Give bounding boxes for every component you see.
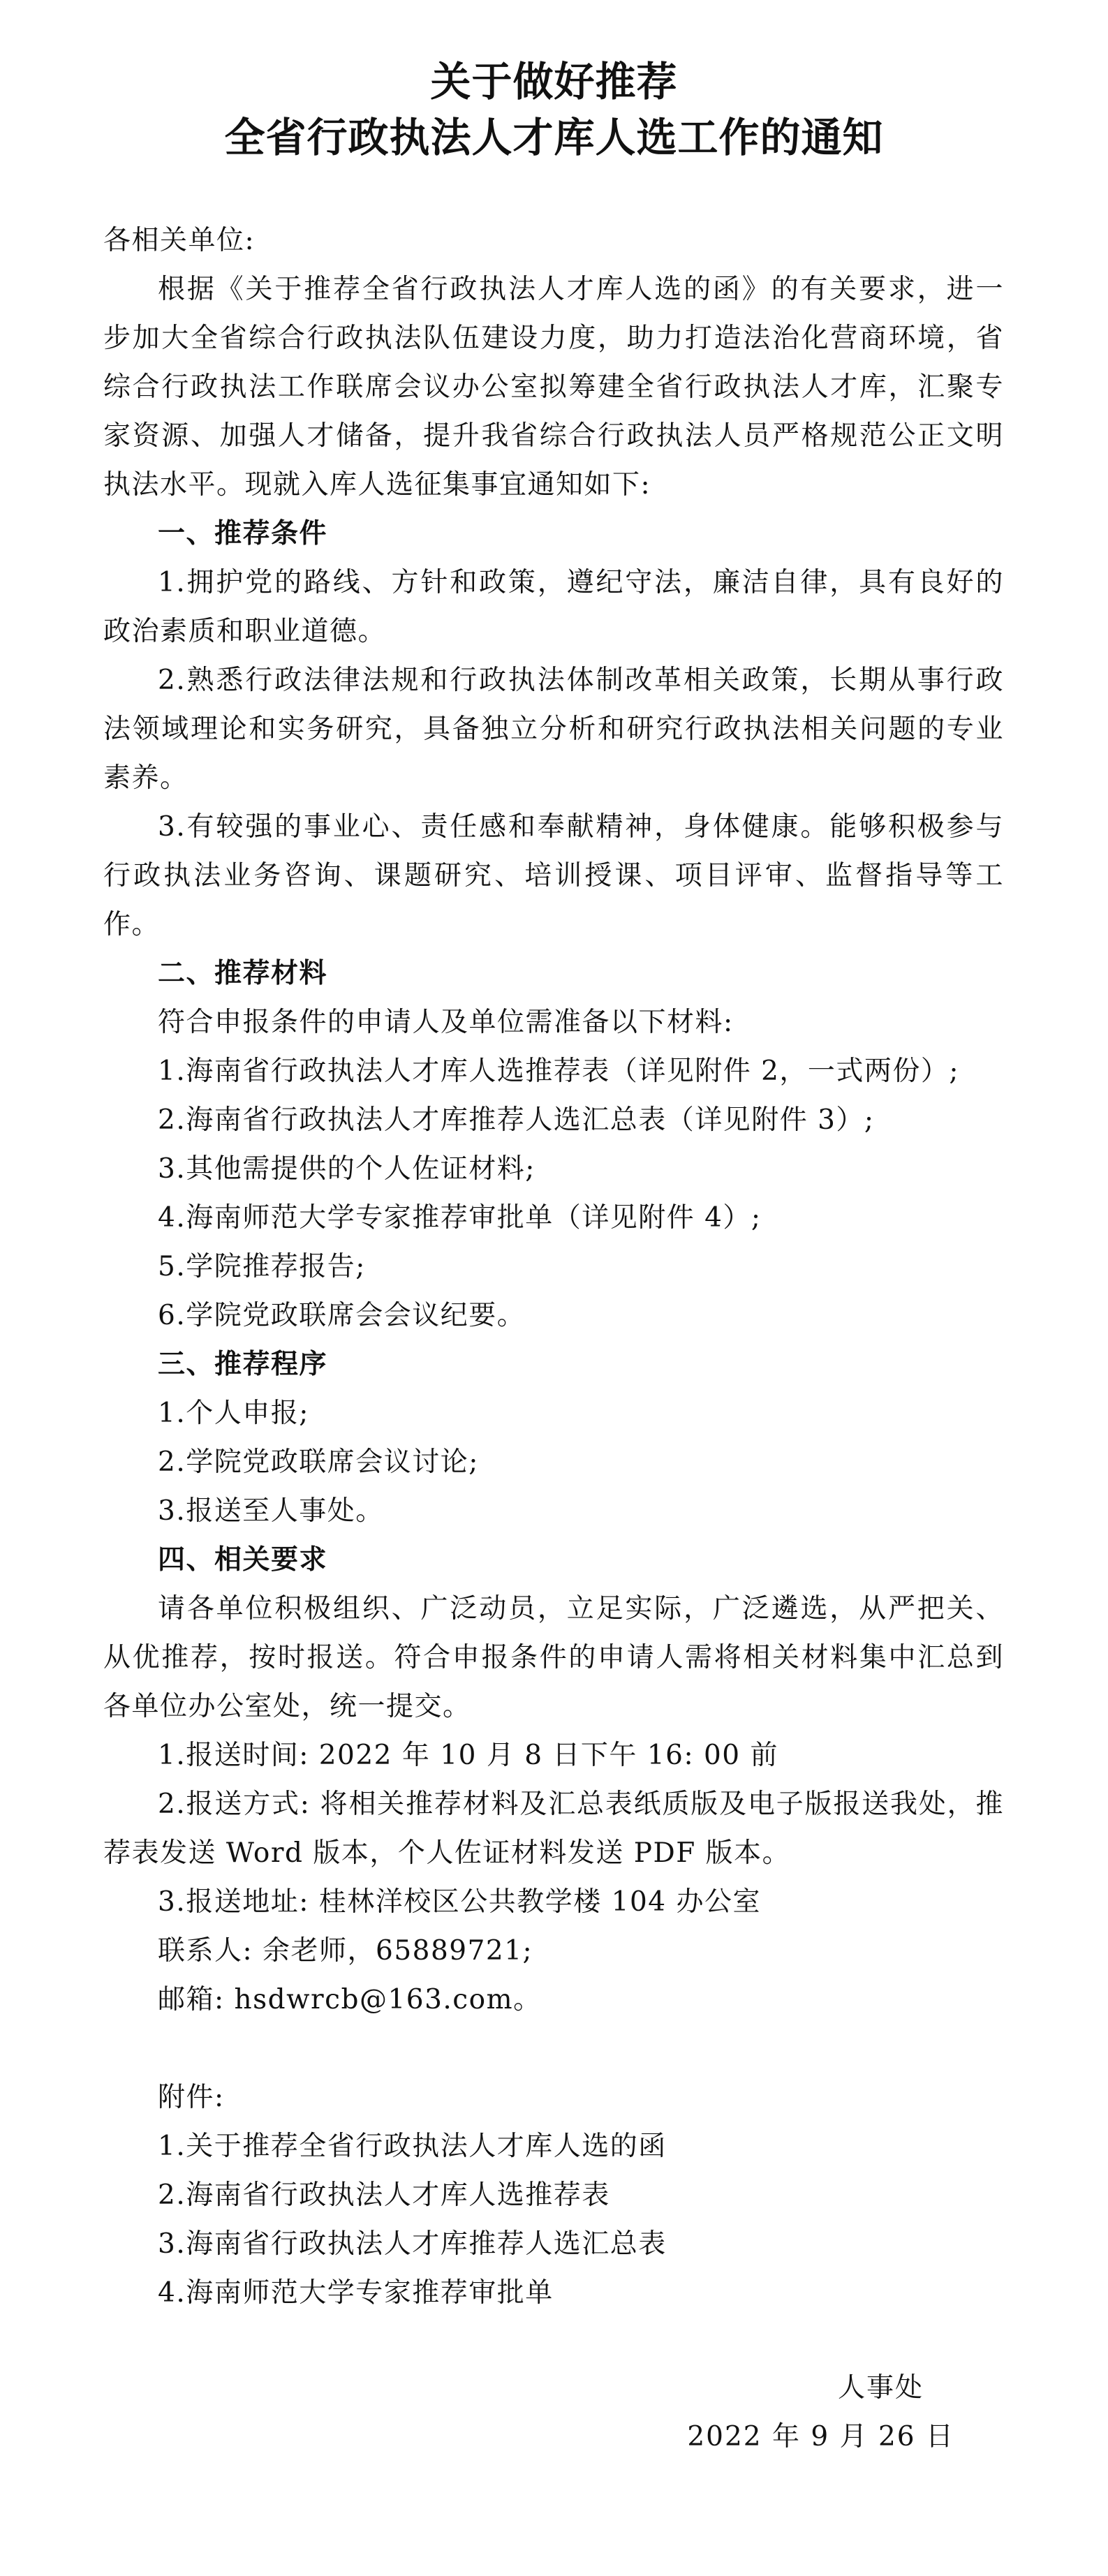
spacer	[103, 2024, 1004, 2073]
materials-lead: 符合申报条件的申请人及单位需准备以下材料:	[158, 1007, 734, 1038]
material-item: 1.海南省行政执法人才库人选推荐表（详见附件 2，一式两份）;	[158, 1056, 960, 1087]
condition-item: 1.拥护党的路线、方针和政策，遵纪守法，廉洁自律，具有良好的政治素质和职业道德。	[103, 567, 1004, 647]
procedure-item: 3.报送至人事处。	[158, 1495, 384, 1527]
requirements-lead: 请各单位积极组织、广泛动员，立足实际，广泛遴选，从严把关、从优推荐，按时报送。符合申报条件的申请人需将相关材料集中汇总到各单位办公室处，统一提交。	[103, 1593, 1004, 1722]
document-body	[103, 216, 1004, 2318]
attachment-item: 4.海南师范大学专家推荐审批单	[158, 2277, 554, 2309]
requirement-item: 2.报送方式: 将相关推荐材料及汇总表纸质版及电子版报送我处，推荐表发送 Word 版本，个人佐证材料发送 PDF 版本。	[103, 1789, 1004, 1869]
section-heading-conditions: 一、推荐条件	[158, 518, 328, 549]
section-heading-materials: 二、推荐材料	[158, 958, 328, 989]
salutation: 各相关单位:	[103, 225, 256, 256]
requirement-item: 3.报送地址: 桂林洋校区公共教学楼 104 办公室	[158, 1886, 761, 1918]
signature-date: 2022 年 9 月 26 日	[687, 2421, 954, 2452]
condition-item: 3.有较强的事业心、责任感和奉献精神，身体健康。能够积极参与行政执法业务咨询、课题研究、培训授课、项目评审、监督指导等工作。	[103, 811, 1004, 940]
signature-org: 人事处	[837, 2372, 924, 2404]
intro-paragraph: 根据《关于推荐全省行政执法人才库人选的函》的有关要求，进一步加大全省综合行政执法队伍建设力度，助力打造法治化营商环境，省综合行政执法工作联席会议办公室拟筹建全省行政执法人才库，汇聚专家资源、加强人才储备，提升我省综合行政执法人员严格规范公正文明执法水平。现就入库人选征集事宜通知如下:	[103, 274, 1004, 501]
contact-email: 邮箱: hsdwrcb@163.com。	[158, 1984, 542, 2015]
material-item: 3.其他需提供的个人佐证材料;	[158, 1153, 535, 1185]
attachments-label: 附件:	[158, 2082, 225, 2113]
attachment-item: 3.海南省行政执法人才库推荐人选汇总表	[158, 2228, 667, 2260]
document-title-line-1: 关于做好推荐	[430, 58, 678, 105]
procedure-item: 2.学院党政联席会议讨论;	[158, 1446, 479, 1478]
requirement-item: 1.报送时间: 2022 年 10 月 8 日下午 16: 00 前	[158, 1740, 779, 1771]
condition-item: 2.熟悉行政法律法规和行政执法体制改革相关政策，长期从事行政法领域理论和实务研究，具备独立分析和研究行政执法相关问题的专业素养。	[103, 665, 1004, 794]
contact-person: 联系人: 余老师，65889721;	[158, 1935, 533, 1967]
attachment-item: 1.关于推荐全省行政执法人才库人选的函	[158, 2131, 667, 2162]
section-heading-procedure: 三、推荐程序	[158, 1349, 328, 1380]
section-heading-requirements: 四、相关要求	[158, 1544, 328, 1576]
material-item: 4.海南师范大学专家推荐审批单（详见附件 4）;	[158, 1202, 762, 1234]
material-item: 2.海南省行政执法人才库推荐人选汇总表（详见附件 3）;	[158, 1104, 875, 1136]
attachment-item: 2.海南省行政执法人才库人选推荐表	[158, 2179, 610, 2211]
procedure-item: 1.个人申报;	[158, 1398, 309, 1429]
material-item: 5.学院推荐报告;	[158, 1251, 366, 1282]
document-title-line-2: 全省行政执法人才库人选工作的通知	[224, 114, 884, 161]
material-item: 6.学院党政联席会会议纪要。	[158, 1300, 526, 1331]
